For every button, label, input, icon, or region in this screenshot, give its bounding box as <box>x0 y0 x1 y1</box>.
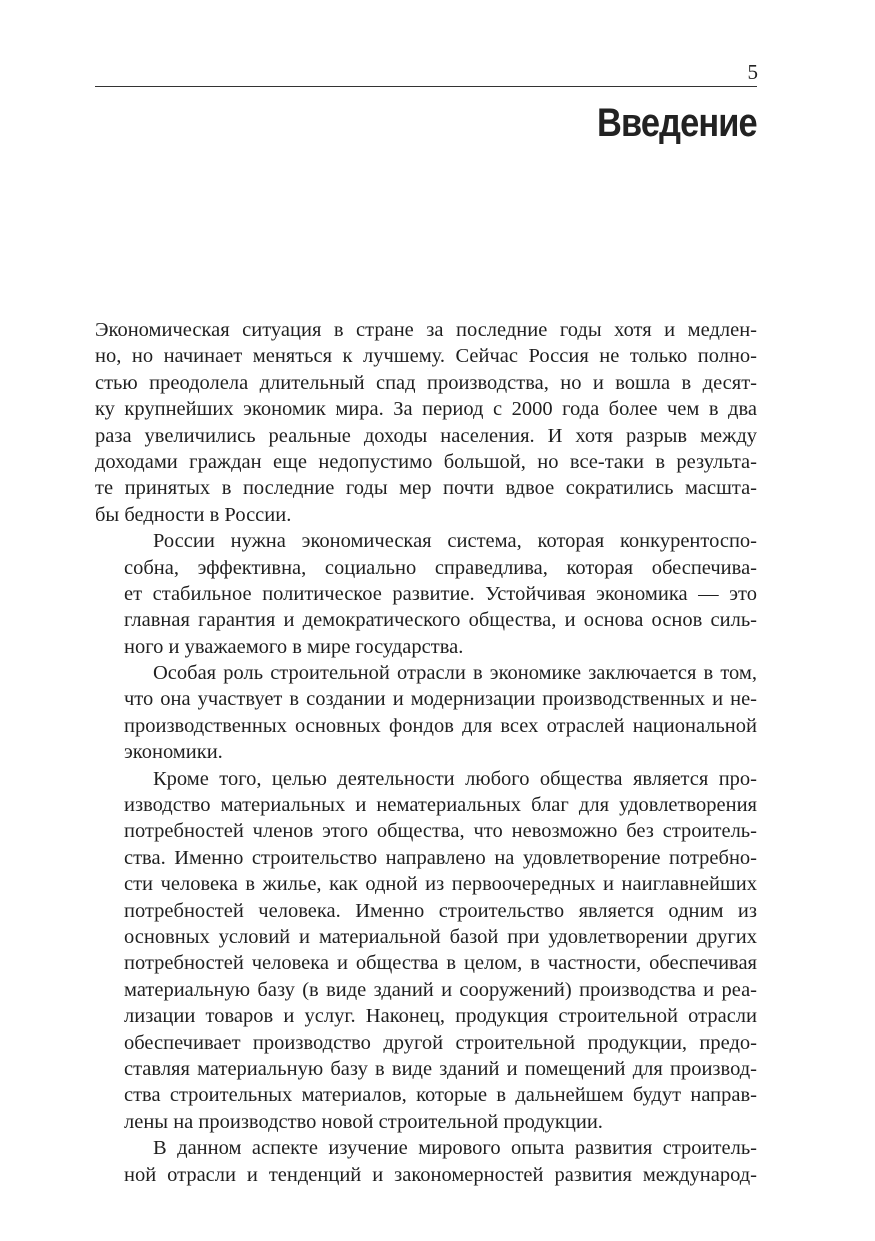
page-number: 5 <box>747 60 758 84</box>
paragraph <box>95 528 757 660</box>
text-line: собна, эффективна, социально справедлива, которая обеспечива- <box>124 556 757 579</box>
text-line: обеспечивает производство другой строительной продукции, предо- <box>124 1031 757 1054</box>
text-line: экономики. <box>124 741 223 764</box>
paragraph <box>95 766 757 1135</box>
text-line: ства строительных материалов, которые в дальнейшем будут направ- <box>124 1084 757 1107</box>
text-line: ной отрасли и тенденций и закономерностей развития международ- <box>124 1163 757 1186</box>
text-line: стью преодолела длительный спад производства, но и вошла в десят- <box>95 371 757 394</box>
text-line: Особая роль строительной отрасли в экономике заключается в том, <box>153 662 757 685</box>
text-line: ет стабильное политическое развитие. Устойчивая экономика — это <box>124 582 757 605</box>
text-line: лизации товаров и услуг. Наконец, продукция строительной отрасли <box>124 1005 757 1028</box>
text-line: раза увеличились реальные доходы населения. И хотя разрыв между <box>95 424 757 447</box>
text-line: В данном аспекте изучение мирового опыта развития строитель- <box>153 1137 757 1160</box>
text-line: материальную базу (в виде зданий и сооружений) производства и реа- <box>124 978 757 1001</box>
text-line: изводство материальных и нематериальных благ для удовлетворения <box>124 794 757 817</box>
paragraph <box>95 1135 757 1188</box>
header-rule <box>95 86 757 87</box>
text-line: ставляя материальную базу в виде зданий и помещений для производ- <box>124 1057 757 1080</box>
text-line: сти человека в жилье, как одной из первоочередных и наиглавнейших <box>124 873 757 896</box>
text-line: главная гарантия и демократического общества, и основа основ силь- <box>124 609 757 632</box>
text-line: бы бедности в России. <box>95 503 292 526</box>
body-text <box>95 317 757 1188</box>
text-line: потребностей человека. Именно строительство является одним из <box>124 899 757 922</box>
text-line: Кроме того, целью деятельности любого общества является про- <box>153 767 757 790</box>
text-line: производственных основных фондов для всех отраслей национальной <box>124 714 757 737</box>
text-line: но, но начинает меняться к лучшему. Сейчас Россия не только полно- <box>95 345 757 368</box>
text-line: основных условий и материальной базой при удовлетворении других <box>124 925 757 948</box>
text-line: те принятых в последние годы мер почти вдвое сократились масшта- <box>95 477 757 500</box>
text-line: ного и уважаемого в мире государства. <box>124 635 464 658</box>
text-line: Экономическая ситуация в стране за последние годы хотя и медлен- <box>95 319 757 341</box>
text-line: что она участвует в создании и модернизации производственных и не- <box>124 688 757 711</box>
paragraph <box>95 317 757 528</box>
text-line: потребностей членов этого общества, что невозможно без строитель- <box>124 820 757 843</box>
text-line: потребностей человека и общества в целом, в частности, обеспечивая <box>124 952 757 975</box>
text-line: лены на производство новой строительной продукции. <box>124 1110 603 1133</box>
paragraph <box>95 660 757 766</box>
text-line: ку крупнейших экономик мира. За период с 2000 года более чем в два <box>95 398 757 421</box>
chapter-title: Введение <box>597 101 757 145</box>
text-line: ства. Именно строительство направлено на удовлетворение потребно- <box>124 846 757 869</box>
text-line: доходами граждан еще недопустимо большой, но все-таки в результа- <box>95 450 757 473</box>
text-line: России нужна экономическая система, которая конкурентоспо- <box>153 530 757 553</box>
